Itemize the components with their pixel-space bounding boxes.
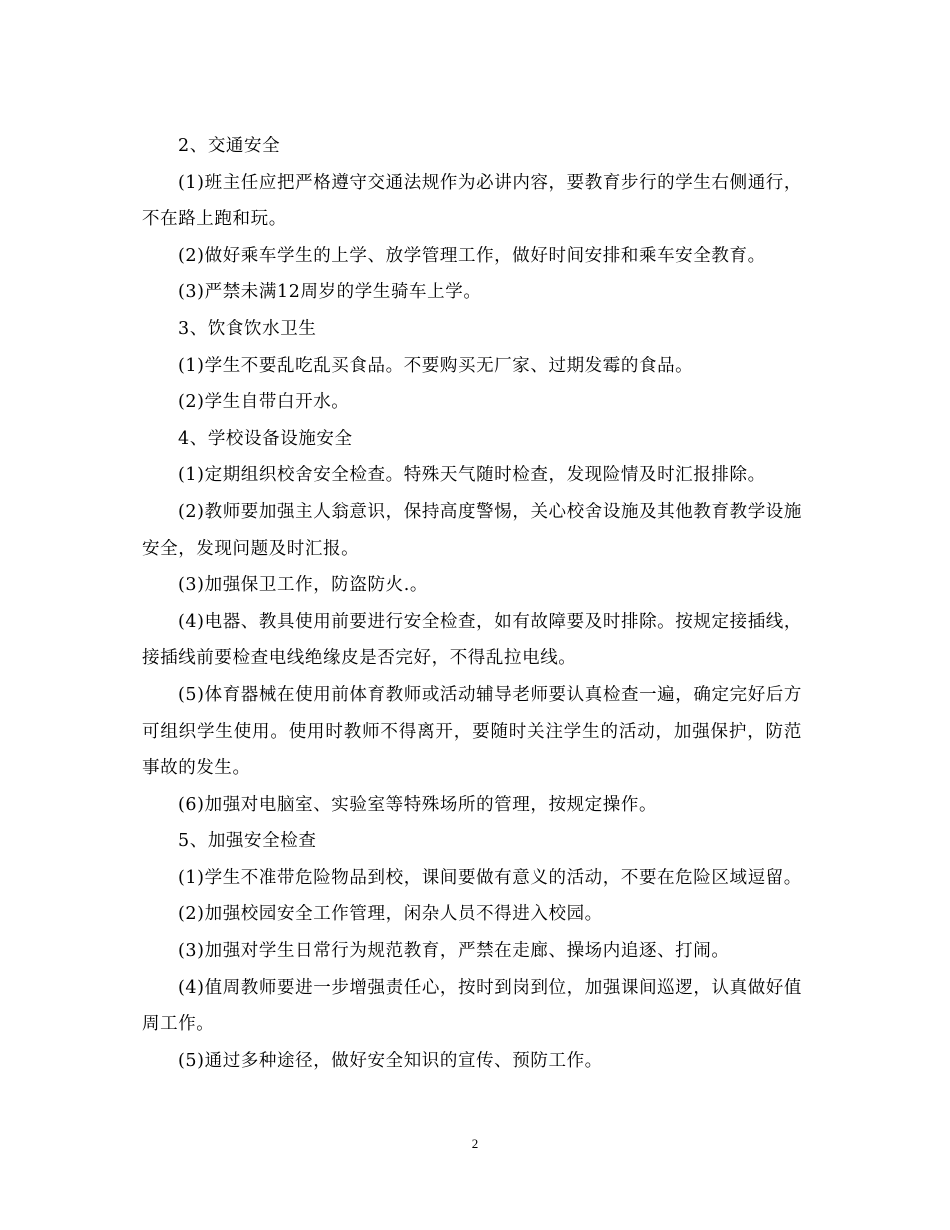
paragraph: (4)电器、教具使用前要进行安全检查，如有故障要及时排除。按规定接插线，接插线前要检查电线绝缘皮是否完好，不得乱拉电线。 bbox=[142, 611, 802, 669]
paragraph: (6)加强对电脑室、实验室等特殊场所的管理，按规定操作。 bbox=[178, 794, 658, 815]
paragraph: (1)班主任应把严格遵守交通法规作为必讲内容，要教育步行的学生右侧通行，不在路上跑和玩。 bbox=[142, 172, 802, 230]
paragraph: (1)学生不要乱吃乱买食品。不要购买无厂家、过期发霉的食品。 bbox=[178, 355, 694, 376]
paragraph: (2)做好乘车学生的上学、放学管理工作，做好时间安排和乘车安全教育。 bbox=[178, 245, 766, 266]
section-heading-food: 3、饮食饮水卫生 bbox=[178, 318, 317, 339]
paragraph: (2)加强校园安全工作管理，闲杂人员不得进入校园。 bbox=[178, 904, 603, 925]
paragraph: (1)定期组织校舍安全检查。特殊天气随时检查，发现险情及时汇报排除。 bbox=[178, 465, 766, 486]
paragraph: (1)学生不准带危险物品到校，课间要做有意义的活动，不要在危险区域逗留。 bbox=[178, 867, 802, 888]
page-number: 2 bbox=[471, 1136, 479, 1151]
paragraph: (2)学生自带白开水。 bbox=[178, 392, 350, 413]
paragraph: (2)教师要加强主人翁意识，保持高度警惕，关心校舍设施及其他教育教学设施安全，发现问题及时汇报。 bbox=[142, 501, 802, 559]
section-heading-facilities: 4、学校设备设施安全 bbox=[178, 428, 353, 449]
section-heading-inspection: 5、加强安全检查 bbox=[178, 831, 317, 852]
document-body bbox=[142, 128, 802, 1079]
paragraph: (4)值周教师要进一步增强责任心，按时到岗到位，加强课间巡逻，认真做好值周工作。 bbox=[142, 977, 802, 1035]
paragraph: (3)严禁未满12周岁的学生骑车上学。 bbox=[178, 282, 482, 303]
paragraph: (5)体育器械在使用前体育教师或活动辅导老师要认真检查一遍，确定完好后方可组织学生使用。使用时教师不得离开，要随时关注学生的活动，加强保护，防范事故的发生。 bbox=[142, 684, 802, 779]
paragraph: (3)加强对学生日常行为规范教育，严禁在走廊、操场内追逐、打闹。 bbox=[178, 941, 730, 962]
section-heading-traffic: 2、交通安全 bbox=[178, 136, 281, 156]
paragraph: (5)通过多种途径，做好安全知识的宣传、预防工作。 bbox=[178, 1050, 603, 1071]
paragraph: (3)加强保卫工作，防盗防火.。 bbox=[178, 575, 428, 596]
